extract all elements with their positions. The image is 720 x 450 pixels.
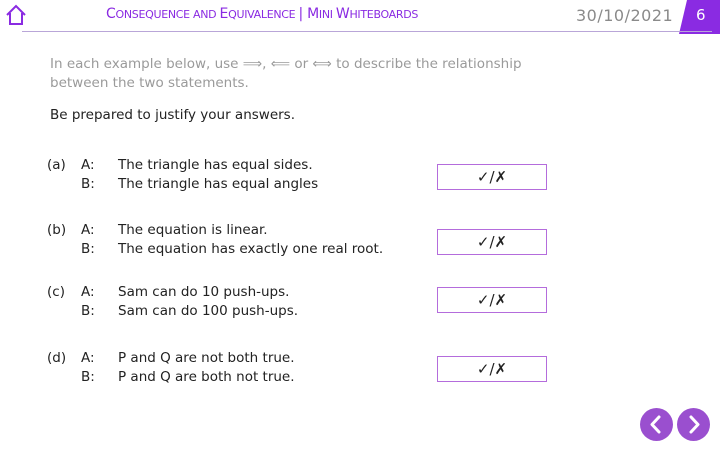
title-part: EQUIVALENCE xyxy=(219,6,299,22)
question-row-a xyxy=(0,157,720,201)
statement-a-tag: A: xyxy=(81,222,95,238)
question-row-d xyxy=(0,350,720,394)
question-label: (c) xyxy=(47,284,65,300)
statement-a: The triangle has equal sides. xyxy=(118,157,313,173)
question-label: (b) xyxy=(47,222,67,238)
prepare-text: Be prepared to justify your answers. xyxy=(50,107,296,123)
instruction-line-1: In each example below, use ⟹, ⟸ or ⟺ to describe the relationship xyxy=(50,56,522,72)
statement-a: The equation is linear. xyxy=(118,222,268,238)
question-label: (a) xyxy=(47,157,66,173)
date-label: 30/10/2021 xyxy=(576,6,674,25)
statement-b: P and Q are both not true. xyxy=(118,369,295,385)
chevron-left-icon xyxy=(640,408,673,441)
slide-number-badge xyxy=(679,0,720,34)
statement-a-tag: A: xyxy=(81,157,95,173)
statement-a: P and Q are not both true. xyxy=(118,350,295,366)
title-part: WHITEBOARDS xyxy=(335,6,419,22)
instruction-text xyxy=(50,55,570,93)
statement-b-tag: B: xyxy=(81,369,95,385)
statement-b-tag: B: xyxy=(81,176,95,192)
statement-b: The equation has exactly one real root. xyxy=(118,241,384,257)
answer-box[interactable]: ✓/✗ xyxy=(437,356,547,382)
question-label: (d) xyxy=(47,350,67,366)
question-row-b xyxy=(0,222,720,266)
answer-box[interactable]: ✓/✗ xyxy=(437,229,547,255)
statement-a-tag: A: xyxy=(81,350,95,366)
header xyxy=(0,0,720,34)
instruction-line-2: between the two statements. xyxy=(50,75,249,91)
title-part: CONSEQUENCE AND xyxy=(106,6,220,22)
next-button[interactable] xyxy=(677,408,710,441)
statement-b: The triangle has equal angles xyxy=(118,176,319,192)
answer-box[interactable]: ✓/✗ xyxy=(437,287,547,313)
home-icon[interactable] xyxy=(4,3,28,27)
header-divider xyxy=(22,31,712,32)
prev-button[interactable] xyxy=(640,408,673,441)
answer-box[interactable]: ✓/✗ xyxy=(437,164,547,190)
statement-a: Sam can do 10 push-ups. xyxy=(118,284,290,300)
statement-b-tag: B: xyxy=(81,241,95,257)
statement-a-tag: A: xyxy=(81,284,95,300)
chevron-right-icon xyxy=(677,408,710,441)
question-row-c xyxy=(0,284,720,328)
slide-number: 6 xyxy=(696,6,706,24)
title-part: | MINI xyxy=(298,6,336,22)
page-title xyxy=(106,6,418,22)
statement-b-tag: B: xyxy=(81,303,95,319)
statement-b: Sam can do 100 push-ups. xyxy=(118,303,299,319)
